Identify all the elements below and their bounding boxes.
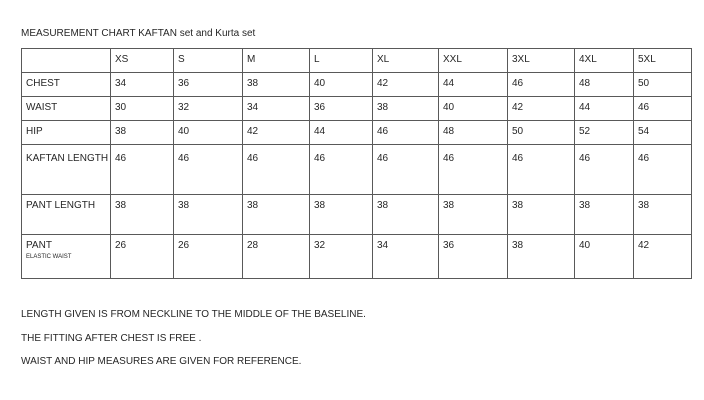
measurement-value: 30: [115, 102, 127, 113]
measurement-cell: [373, 145, 439, 195]
table-row: [22, 195, 692, 235]
size-header-cell: [111, 49, 174, 73]
measurement-value: 42: [638, 240, 650, 251]
table-row: [22, 145, 692, 195]
measurement-cell: [310, 73, 373, 97]
measurement-cell: [575, 145, 634, 195]
row-label-cell: [22, 145, 111, 195]
measurement-cell: [243, 195, 310, 235]
measurement-value: 26: [115, 240, 127, 251]
measurement-cell: [575, 235, 634, 279]
size-header-label: 4XL: [579, 54, 597, 65]
size-header-cell: [439, 49, 508, 73]
measurement-value: 48: [443, 126, 455, 137]
size-header-label: 3XL: [512, 54, 530, 65]
measurement-cell: [575, 97, 634, 121]
measurement-value: 38: [247, 200, 259, 211]
row-label: PANT LENGTH: [26, 200, 96, 211]
measurement-value: 46: [377, 126, 389, 137]
row-label: WAIST: [26, 102, 58, 113]
measurement-cell: [439, 235, 508, 279]
note-fitting: THE FITTING AFTER CHEST IS FREE .: [21, 333, 202, 344]
measurement-value: 38: [443, 200, 455, 211]
measurement-value: 46: [115, 153, 127, 164]
measurement-value: 34: [377, 240, 389, 251]
measurement-value: 36: [443, 240, 455, 251]
row-label-cell: [22, 121, 111, 145]
measurement-value: 46: [314, 153, 326, 164]
measurement-cell: [111, 97, 174, 121]
measurement-cell: [439, 195, 508, 235]
measurement-cell: [111, 121, 174, 145]
measurement-value: 46: [638, 102, 650, 113]
measurement-value: 46: [512, 78, 524, 89]
measurement-cell: [508, 73, 575, 97]
measurement-cell: [174, 73, 243, 97]
header-row: [22, 49, 692, 73]
measurement-value: 26: [178, 240, 190, 251]
measurement-cell: [243, 145, 310, 195]
measurement-cell: [243, 235, 310, 279]
measurement-value: 34: [115, 78, 127, 89]
measurement-cell: [634, 195, 692, 235]
measurement-value: 50: [512, 126, 524, 137]
measurement-value: 38: [377, 200, 389, 211]
measurement-value: 38: [247, 78, 259, 89]
measurement-cell: [373, 235, 439, 279]
measurement-cell: [508, 121, 575, 145]
measurement-value: 38: [512, 240, 524, 251]
measurement-cell: [373, 195, 439, 235]
measurement-cell: [174, 235, 243, 279]
measurement-cell: [575, 73, 634, 97]
measurement-cell: [575, 195, 634, 235]
measurement-cell: [310, 121, 373, 145]
row-sublabel: ELASTIC WAIST: [26, 254, 72, 260]
measurement-cell: [174, 145, 243, 195]
measurement-value: 38: [579, 200, 591, 211]
note-reference: WAIST AND HIP MEASURES ARE GIVEN FOR REFERENCE.: [21, 356, 302, 367]
measurement-value: 42: [377, 78, 389, 89]
measurement-cell: [373, 97, 439, 121]
measurement-cell: [439, 121, 508, 145]
measurement-cell: [243, 97, 310, 121]
measurement-cell: [575, 121, 634, 145]
row-label: KAFTAN LENGTH: [26, 153, 109, 164]
measurement-cell: [634, 97, 692, 121]
size-header-cell: [373, 49, 439, 73]
measurement-table: [21, 48, 692, 279]
measurement-value: 38: [115, 200, 127, 211]
measurement-cell: [174, 97, 243, 121]
measurement-value: 38: [178, 200, 190, 211]
measurement-value: 42: [247, 126, 259, 137]
measurement-value: 36: [178, 78, 190, 89]
measurement-value: 46: [247, 153, 259, 164]
size-header-label: XL: [377, 54, 390, 65]
row-label: PANT: [26, 240, 52, 251]
measurement-cell: [373, 73, 439, 97]
size-header-label: XXL: [443, 54, 462, 65]
measurement-value: 38: [377, 102, 389, 113]
measurement-cell: [111, 195, 174, 235]
table-row: [22, 235, 692, 279]
measurement-value: 32: [314, 240, 326, 251]
measurement-cell: [111, 145, 174, 195]
measurement-value: 46: [377, 153, 389, 164]
measurement-value: 40: [443, 102, 455, 113]
row-label: CHEST: [26, 78, 60, 89]
size-header-label: S: [178, 54, 185, 65]
size-header-label: M: [247, 54, 256, 65]
row-label-cell: [22, 195, 111, 235]
measurement-value: 46: [178, 153, 190, 164]
measurement-value: 44: [579, 102, 591, 113]
measurement-value: 38: [512, 200, 524, 211]
size-header-cell: [575, 49, 634, 73]
measurement-cell: [310, 97, 373, 121]
measurement-cell: [243, 73, 310, 97]
measurement-cell: [634, 235, 692, 279]
measurement-value: 50: [638, 78, 650, 89]
measurement-value: 46: [579, 153, 591, 164]
measurement-cell: [634, 145, 692, 195]
measurement-value: 48: [579, 78, 591, 89]
size-header-label: XS: [115, 54, 129, 65]
measurement-cell: [174, 195, 243, 235]
measurement-value: 34: [247, 102, 259, 113]
measurement-value: 54: [638, 126, 650, 137]
table-body: [22, 49, 692, 279]
measurement-cell: [310, 235, 373, 279]
measurement-cell: [439, 73, 508, 97]
measurement-value: 52: [579, 126, 591, 137]
measurement-cell: [508, 97, 575, 121]
measurement-cell: [310, 195, 373, 235]
measurement-cell: [634, 73, 692, 97]
measurement-cell: [634, 121, 692, 145]
table-row: [22, 121, 692, 145]
measurement-value: 38: [314, 200, 326, 211]
row-label-cell: [22, 97, 111, 121]
measurement-value: 40: [314, 78, 326, 89]
header-corner-cell: [22, 49, 111, 73]
measurement-value: 46: [512, 153, 524, 164]
size-header-cell: [174, 49, 243, 73]
measurement-cell: [111, 235, 174, 279]
measurement-value: 36: [314, 102, 326, 113]
measurement-cell: [111, 73, 174, 97]
table-row: [22, 73, 692, 97]
measurement-value: 38: [115, 126, 127, 137]
size-header-cell: [310, 49, 373, 73]
measurement-cell: [508, 235, 575, 279]
row-label-cell: [22, 73, 111, 97]
size-header-cell: [634, 49, 692, 73]
measurement-value: 38: [638, 200, 650, 211]
measurement-cell: [310, 145, 373, 195]
measurement-cell: [508, 195, 575, 235]
table-row: [22, 97, 692, 121]
measurement-value: 32: [178, 102, 190, 113]
size-header-cell: [508, 49, 575, 73]
size-header-cell: [243, 49, 310, 73]
measurement-cell: [373, 121, 439, 145]
measurement-value: 46: [638, 153, 650, 164]
measurement-cell: [243, 121, 310, 145]
measurement-cell: [439, 145, 508, 195]
measurement-value: 40: [579, 240, 591, 251]
measurement-value: 44: [443, 78, 455, 89]
measurement-value: 46: [443, 153, 455, 164]
measurement-value: 40: [178, 126, 190, 137]
measurement-value: 42: [512, 102, 524, 113]
note-length: LENGTH GIVEN IS FROM NECKLINE TO THE MIDDLE OF THE BASELINE.: [21, 309, 366, 320]
measurement-cell: [174, 121, 243, 145]
size-header-label: 5XL: [638, 54, 656, 65]
chart-title: MEASUREMENT CHART KAFTAN set and Kurta set: [21, 28, 256, 39]
measurement-value: 44: [314, 126, 326, 137]
row-label-cell: [22, 235, 111, 279]
measurement-cell: [508, 145, 575, 195]
measurement-value: 28: [247, 240, 259, 251]
row-label: HIP: [26, 126, 43, 137]
measurement-cell: [439, 97, 508, 121]
size-header-label: L: [314, 54, 320, 65]
